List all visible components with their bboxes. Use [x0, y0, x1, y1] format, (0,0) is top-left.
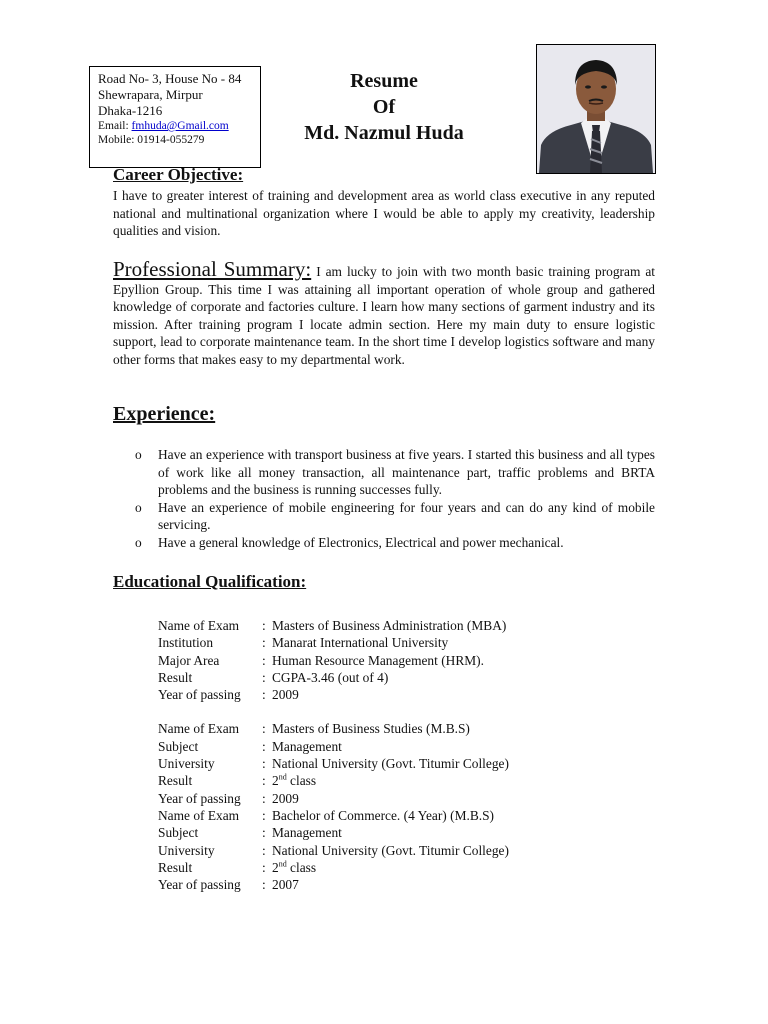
- experience-item: o Have an experience of mobile engineering for four years and can do any kind of mobile servicing.: [135, 499, 655, 532]
- edu-row: Subject : Management: [158, 738, 342, 754]
- professional-summary-heading: Professional Summary:: [113, 257, 312, 281]
- mobile-line: Mobile: 01914-055279: [98, 134, 205, 146]
- bullet-marker: o: [135, 499, 142, 515]
- title-line-1: Resume: [350, 70, 418, 92]
- bullet-marker: o: [135, 447, 142, 462]
- career-objective-heading: Career Objective:: [113, 165, 244, 184]
- email-label: Email:: [98, 120, 132, 132]
- resume-title: [284, 68, 484, 146]
- title-name: Md. Nazmul Huda: [304, 122, 464, 144]
- experience-heading: Experience:: [113, 403, 216, 425]
- edu-row: Major Area : Human Resource Management (HRM).: [158, 652, 484, 668]
- edu-row: Name of Exam : Masters of Business Studies (M.B.S): [158, 721, 470, 737]
- address-box: [89, 66, 261, 168]
- edu-row: Year of passing : 2009: [158, 790, 299, 806]
- career-objective-text: I have to greater interest of training and development area as world class executive in any reputed national and multinational organization where I would be able to apply my creativity, leadership qualities and vision.: [113, 188, 655, 238]
- edu-row: Name of Exam : Bachelor of Commerce. (4 Year) (M.B.S): [158, 807, 495, 823]
- edu-row: Name of Exam : Masters of Business Administration (MBA): [158, 618, 507, 633]
- edu-spacer: [158, 703, 509, 720]
- education-table: [158, 617, 509, 893]
- professional-summary: [113, 257, 655, 368]
- edu-row: University : National University (Govt. Titumir College): [158, 756, 509, 772]
- edu-row: Institution : Manarat International University: [158, 635, 449, 651]
- address-line-1: Road No- 3, House No - 84: [98, 71, 242, 86]
- edu-row: Subject : Management: [158, 825, 342, 841]
- experience-list: [135, 446, 655, 551]
- email-line: [98, 119, 252, 133]
- edu-row: University : National University (Govt. Titumir College): [158, 842, 509, 858]
- address-line-3: Dhaka-1216: [98, 103, 163, 118]
- edu-row: Result : 2nd class: [158, 859, 317, 875]
- edu-row: Year of passing : 2009: [158, 687, 299, 703]
- title-line-2: Of: [372, 96, 396, 118]
- bullet-marker: o: [135, 534, 142, 550]
- experience-item: o Have an experience with transport business at five years. I started this business and all types of work like all money transaction, all maintenance part, traffic problems and BRTA problems and the business is running successes fully.: [135, 447, 655, 497]
- professional-summary-text: I am lucky to join with two month basic training program at Epyllion Group. This time I was attaining all important operation of whole group and gathered knowledge of corporate and factories culture. I learn how many sections of garment industry and its mission. After training program I locate admin section. Here my main duty to ensure logistic support, lead to corporate maintenance team. In the short time I develop logistics software and many other forms that makes easy to my departmental work.: [113, 264, 655, 367]
- profile-photo: [536, 44, 656, 174]
- email-link[interactable]: fmhuda@Gmail.com: [131, 120, 229, 132]
- edu-row: Result : 2nd class: [158, 772, 317, 789]
- edu-row: Result : CGPA-3.46 (out of 4): [158, 669, 389, 685]
- education-heading: Educational Qualification:: [113, 572, 307, 591]
- experience-item: o Have a general knowledge of Electronics, Electrical and power mechanical.: [135, 534, 564, 550]
- edu-row: Year of passing : 2007: [158, 877, 299, 893]
- address-line-2: Shewrapara, Mirpur: [98, 87, 203, 102]
